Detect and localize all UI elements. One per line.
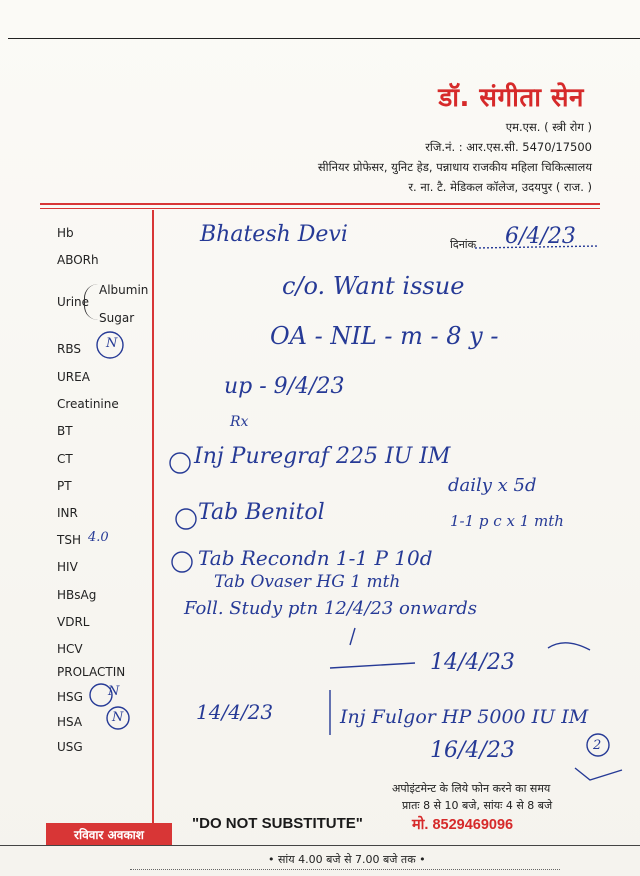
test-item: VDRL — [57, 615, 90, 629]
hsg-note: N — [108, 684, 120, 699]
appointment-timing-hours: प्रातः 8 से 10 बजे, सांयः 4 से 8 बजे — [402, 799, 553, 812]
date-label: दिनांक — [450, 238, 477, 251]
medication-4: Tab Ovaser HG 1 mth — [214, 572, 401, 592]
do-not-substitute: "DO NOT SUBSTITUTE" — [192, 815, 363, 832]
test-item: HSA — [57, 715, 83, 729]
footer-divider — [0, 845, 640, 846]
test-item: RBS — [57, 342, 81, 356]
complaint: c/o. Want issue — [282, 272, 465, 300]
test-item: Hb — [57, 226, 74, 240]
test-item: TSH — [57, 533, 81, 547]
appointment-timing-title: अपोइंटमेन्ट के लिये फोन करने का समय — [392, 782, 551, 795]
sunday-closed-badge: रविवार अवकाश — [46, 823, 172, 845]
evening-hours: • सांय 4.00 बजे से 7.00 बजे तक • — [268, 853, 426, 866]
test-item: INR — [57, 506, 78, 520]
test-item: Sugar — [99, 311, 135, 325]
follicular-study: Foll. Study ptn 12/4/23 onwards — [184, 598, 477, 619]
doctor-name: डॉ. संगीता सेन — [438, 83, 584, 113]
circled-number: 2 — [593, 738, 602, 753]
test-item: Albumin — [99, 283, 149, 297]
obstetric-history: OA - NIL - m - 8 y - — [270, 322, 499, 350]
medication-2-dose: 1-1 p c x 1 mth — [450, 512, 564, 530]
test-item: CT — [57, 452, 73, 466]
test-item: ABORh — [57, 253, 99, 267]
doctor-designation: सीनियर प्रोफेसर, युनिट हेड, पन्नाधाय राजकीय महिला चिकित्सालय — [317, 160, 592, 174]
patient-name: Bhatesh Devi — [200, 222, 348, 247]
cut-off-line — [130, 869, 560, 870]
tsh-note: 4.0 — [88, 530, 109, 545]
test-item: USG — [57, 740, 83, 754]
doctor-qualification: एम.एस. ( स्त्री रोग ) — [505, 120, 592, 134]
rbs-note: N — [106, 336, 118, 351]
test-item: Creatinine — [57, 397, 119, 411]
medication-1-dose: daily x 5d — [448, 475, 537, 496]
injection-2: Inj Fulgor HP 5000 IU IM — [340, 706, 589, 728]
medication-1: Inj Puregraf 225 IU IM — [194, 444, 451, 469]
test-item: HSG — [57, 690, 83, 704]
registration-number: रजि.नं. : आर.एस.सी. 5470/17500 — [425, 140, 592, 154]
medication-3: Tab Recondn 1-1 P 10d — [198, 546, 433, 570]
test-item: Urine — [57, 295, 90, 309]
test-item: PT — [57, 479, 72, 493]
date-value: 6/4/23 — [505, 224, 576, 249]
rx-symbol: Rx — [230, 414, 249, 430]
date-16-apr: 16/4/23 — [430, 738, 515, 763]
mobile-number: मो. 8529469096 — [412, 817, 514, 833]
date-14-apr-a: 14/4/23 — [430, 650, 515, 675]
hsa-note: N — [112, 710, 124, 725]
test-item: HCV — [57, 642, 83, 656]
test-item: UREA — [57, 370, 90, 384]
test-item: HBsAg — [57, 588, 97, 602]
medication-2: Tab Benitol — [198, 500, 325, 525]
test-item: PROLACTIN — [57, 665, 126, 679]
college-address: र. ना. टै. मेडिकल कॉलेज, उदयपुर ( राज. ) — [408, 180, 592, 194]
test-item: HIV — [57, 560, 78, 574]
date-14-apr-b: 14/4/23 — [196, 700, 274, 724]
test-item: BT — [57, 424, 73, 438]
followup-date: up - 9/4/23 — [224, 374, 345, 399]
